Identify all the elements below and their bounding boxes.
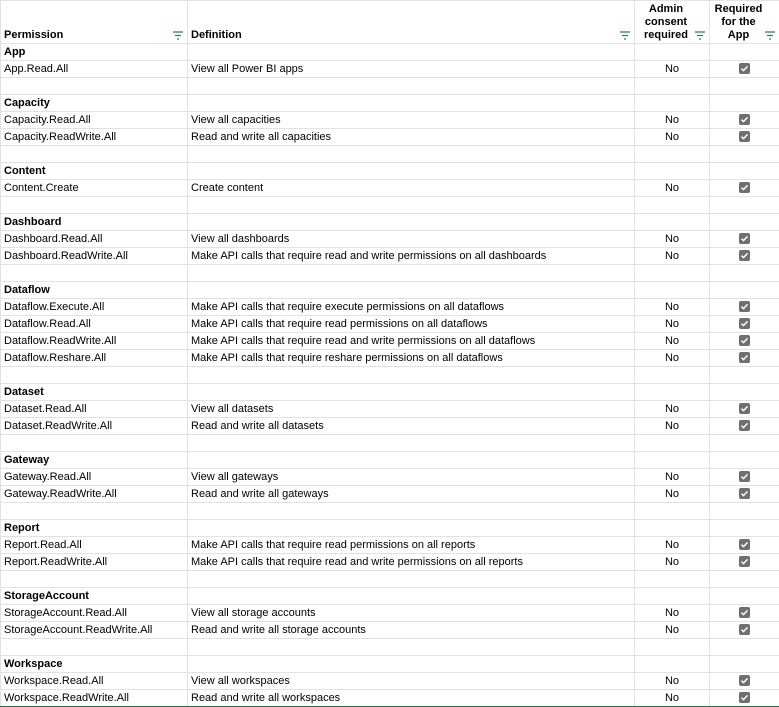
empty-cell[interactable] bbox=[188, 384, 635, 401]
group-label-cell[interactable]: Dataflow bbox=[1, 282, 188, 299]
required-for-app-cell[interactable] bbox=[710, 299, 779, 316]
empty-cell[interactable] bbox=[635, 282, 710, 299]
blank-row bbox=[1, 78, 779, 95]
required-for-app-cell[interactable] bbox=[710, 401, 779, 418]
admin-consent-cell[interactable]: No bbox=[635, 180, 710, 197]
empty-cell[interactable] bbox=[710, 265, 779, 282]
required-for-app-cell[interactable] bbox=[710, 316, 779, 333]
table-row bbox=[1, 231, 779, 248]
empty-cell[interactable] bbox=[188, 44, 635, 61]
empty-cell[interactable] bbox=[710, 146, 779, 163]
empty-cell[interactable] bbox=[635, 163, 710, 180]
definition-cell[interactable]: View all datasets bbox=[188, 401, 635, 418]
empty-cell[interactable] bbox=[710, 520, 779, 537]
permission-header-label: Permission bbox=[4, 27, 63, 43]
empty-cell[interactable] bbox=[1, 503, 188, 520]
table-row bbox=[1, 180, 779, 197]
permission-cell[interactable]: Capacity.Read.All bbox=[1, 112, 188, 129]
required-for-app-cell[interactable] bbox=[710, 61, 779, 78]
empty-cell[interactable] bbox=[188, 78, 635, 95]
empty-cell[interactable] bbox=[1, 265, 188, 282]
filter-icon[interactable] bbox=[173, 31, 183, 40]
blank-row bbox=[1, 435, 779, 452]
permission-cell[interactable]: Gateway.ReadWrite.All bbox=[1, 486, 188, 503]
permission-cell[interactable]: Workspace.Read.All bbox=[1, 673, 188, 690]
admin-consent-cell[interactable]: No bbox=[635, 673, 710, 690]
empty-cell[interactable] bbox=[710, 384, 779, 401]
required-for-app-cell[interactable] bbox=[710, 673, 779, 690]
definition-cell[interactable]: Make API calls that require read permissions on all dataflows bbox=[188, 316, 635, 333]
required-for-app-cell[interactable] bbox=[710, 180, 779, 197]
table-row bbox=[1, 554, 779, 571]
blank-row bbox=[1, 146, 779, 163]
checkbox-checked-icon[interactable] bbox=[739, 114, 750, 125]
admin-consent-cell[interactable]: No bbox=[635, 418, 710, 435]
blank-row bbox=[1, 197, 779, 214]
checkbox-checked-icon[interactable] bbox=[739, 692, 750, 703]
checkbox-checked-icon[interactable] bbox=[739, 471, 750, 482]
definition-cell[interactable]: Read and write all workspaces bbox=[188, 690, 635, 707]
required-for-app-cell[interactable] bbox=[710, 333, 779, 350]
empty-cell[interactable] bbox=[1, 197, 188, 214]
required-for-app-header-label: Required for the App bbox=[712, 3, 765, 42]
checkbox-checked-icon[interactable] bbox=[739, 607, 750, 618]
permission-cell[interactable]: Dataflow.Read.All bbox=[1, 316, 188, 333]
definition-cell[interactable]: Make API calls that require read and write permissions on all reports bbox=[188, 554, 635, 571]
admin-consent-cell[interactable]: No bbox=[635, 61, 710, 78]
empty-cell[interactable] bbox=[1, 367, 188, 384]
checkbox-checked-icon[interactable] bbox=[739, 352, 750, 363]
checkbox-checked-icon[interactable] bbox=[739, 675, 750, 686]
admin-consent-cell[interactable]: No bbox=[635, 401, 710, 418]
empty-cell[interactable] bbox=[188, 367, 635, 384]
admin-consent-cell[interactable]: No bbox=[635, 469, 710, 486]
checkbox-checked-icon[interactable] bbox=[739, 63, 750, 74]
group-label-cell[interactable]: App bbox=[1, 44, 188, 61]
definition-column-header[interactable] bbox=[188, 1, 635, 44]
admin-consent-column-header[interactable] bbox=[635, 1, 710, 44]
group-label-cell[interactable]: Report bbox=[1, 520, 188, 537]
required-for-app-cell[interactable] bbox=[710, 129, 779, 146]
admin-consent-cell[interactable]: No bbox=[635, 248, 710, 265]
required-for-app-cell[interactable] bbox=[710, 469, 779, 486]
definition-cell[interactable]: Make API calls that require execute permissions on all dataflows bbox=[188, 299, 635, 316]
checkbox-checked-icon[interactable] bbox=[739, 233, 750, 244]
definition-cell[interactable]: View all storage accounts bbox=[188, 605, 635, 622]
empty-cell[interactable] bbox=[635, 384, 710, 401]
group-header-row bbox=[1, 384, 779, 401]
definition-cell[interactable]: Create content bbox=[188, 180, 635, 197]
definition-cell[interactable]: Make API calls that require reshare permissions on all dataflows bbox=[188, 350, 635, 367]
blank-row bbox=[1, 571, 779, 588]
table-row bbox=[1, 112, 779, 129]
empty-cell[interactable] bbox=[635, 656, 710, 673]
empty-cell[interactable] bbox=[635, 78, 710, 95]
empty-cell[interactable] bbox=[710, 44, 779, 61]
empty-cell[interactable] bbox=[710, 639, 779, 656]
required-for-app-cell[interactable] bbox=[710, 537, 779, 554]
required-for-app-cell[interactable] bbox=[710, 248, 779, 265]
empty-cell[interactable] bbox=[635, 435, 710, 452]
checkbox-checked-icon[interactable] bbox=[739, 488, 750, 499]
table-row bbox=[1, 537, 779, 554]
checkbox-checked-icon[interactable] bbox=[739, 318, 750, 329]
empty-cell[interactable] bbox=[710, 588, 779, 605]
empty-cell[interactable] bbox=[710, 452, 779, 469]
empty-cell[interactable] bbox=[188, 452, 635, 469]
required-for-app-column-header[interactable] bbox=[710, 1, 779, 44]
permission-cell[interactable]: StorageAccount.ReadWrite.All bbox=[1, 622, 188, 639]
table-row bbox=[1, 129, 779, 146]
permission-cell[interactable]: Report.Read.All bbox=[1, 537, 188, 554]
group-header-row bbox=[1, 656, 779, 673]
permission-cell[interactable]: Dashboard.ReadWrite.All bbox=[1, 248, 188, 265]
empty-cell[interactable] bbox=[1, 435, 188, 452]
definition-cell[interactable]: Read and write all storage accounts bbox=[188, 622, 635, 639]
empty-cell[interactable] bbox=[635, 571, 710, 588]
group-header-row bbox=[1, 163, 779, 180]
definition-cell[interactable]: Make API calls that require read permissions on all reports bbox=[188, 537, 635, 554]
group-header-row bbox=[1, 520, 779, 537]
permission-cell[interactable]: Workspace.ReadWrite.All bbox=[1, 690, 188, 707]
checkbox-checked-icon[interactable] bbox=[739, 403, 750, 414]
checkbox-checked-icon[interactable] bbox=[739, 420, 750, 431]
permission-cell[interactable]: Report.ReadWrite.All bbox=[1, 554, 188, 571]
empty-cell[interactable] bbox=[635, 265, 710, 282]
permission-cell[interactable]: Dashboard.Read.All bbox=[1, 231, 188, 248]
admin-consent-cell[interactable]: No bbox=[635, 486, 710, 503]
table-row bbox=[1, 333, 779, 350]
empty-cell[interactable] bbox=[1, 571, 188, 588]
group-label-cell[interactable]: Dataset bbox=[1, 384, 188, 401]
admin-consent-cell[interactable]: No bbox=[635, 112, 710, 129]
required-for-app-cell[interactable] bbox=[710, 486, 779, 503]
empty-cell[interactable] bbox=[635, 367, 710, 384]
admin-consent-cell[interactable]: No bbox=[635, 129, 710, 146]
empty-cell[interactable] bbox=[710, 197, 779, 214]
permission-cell[interactable]: Dataset.Read.All bbox=[1, 401, 188, 418]
checkbox-checked-icon[interactable] bbox=[739, 250, 750, 261]
group-header-row bbox=[1, 44, 779, 61]
group-label-cell[interactable]: StorageAccount bbox=[1, 588, 188, 605]
admin-consent-cell[interactable]: No bbox=[635, 690, 710, 707]
table-row bbox=[1, 299, 779, 316]
group-header-row bbox=[1, 588, 779, 605]
definition-header-label: Definition bbox=[191, 27, 242, 43]
group-label-cell[interactable]: Workspace bbox=[1, 656, 188, 673]
group-header-row bbox=[1, 95, 779, 112]
empty-cell[interactable] bbox=[188, 282, 635, 299]
blank-row bbox=[1, 265, 779, 282]
table-row bbox=[1, 350, 779, 367]
definition-cell[interactable]: Read and write all datasets bbox=[188, 418, 635, 435]
permission-cell[interactable]: Dataflow.Execute.All bbox=[1, 299, 188, 316]
empty-cell[interactable] bbox=[710, 571, 779, 588]
checkbox-checked-icon[interactable] bbox=[739, 556, 750, 567]
empty-cell[interactable] bbox=[710, 282, 779, 299]
empty-cell[interactable] bbox=[710, 503, 779, 520]
checkbox-checked-icon[interactable] bbox=[739, 539, 750, 550]
permission-cell[interactable]: App.Read.All bbox=[1, 61, 188, 78]
required-for-app-cell[interactable] bbox=[710, 418, 779, 435]
empty-cell[interactable] bbox=[635, 214, 710, 231]
group-label-cell[interactable]: Content bbox=[1, 163, 188, 180]
group-header-row bbox=[1, 452, 779, 469]
definition-cell[interactable]: View all Power BI apps bbox=[188, 61, 635, 78]
permission-cell[interactable]: Gateway.Read.All bbox=[1, 469, 188, 486]
admin-consent-cell[interactable]: No bbox=[635, 231, 710, 248]
permission-cell[interactable]: Content.Create bbox=[1, 180, 188, 197]
table-row bbox=[1, 316, 779, 333]
checkbox-checked-icon[interactable] bbox=[739, 182, 750, 193]
empty-cell[interactable] bbox=[188, 435, 635, 452]
permission-cell[interactable]: Dataset.ReadWrite.All bbox=[1, 418, 188, 435]
table-row bbox=[1, 673, 779, 690]
empty-cell[interactable] bbox=[635, 639, 710, 656]
blank-row bbox=[1, 367, 779, 384]
required-for-app-cell[interactable] bbox=[710, 622, 779, 639]
required-for-app-cell[interactable] bbox=[710, 690, 779, 707]
empty-cell[interactable] bbox=[1, 78, 188, 95]
empty-cell[interactable] bbox=[635, 588, 710, 605]
empty-cell[interactable] bbox=[188, 265, 635, 282]
group-label-cell[interactable]: Gateway bbox=[1, 452, 188, 469]
empty-cell[interactable] bbox=[710, 656, 779, 673]
definition-cell[interactable]: View all gateways bbox=[188, 469, 635, 486]
table-row bbox=[1, 61, 779, 78]
admin-consent-cell[interactable]: No bbox=[635, 333, 710, 350]
empty-cell[interactable] bbox=[710, 214, 779, 231]
empty-cell[interactable] bbox=[188, 163, 635, 180]
empty-cell[interactable] bbox=[188, 146, 635, 163]
admin-consent-cell[interactable]: No bbox=[635, 605, 710, 622]
empty-cell[interactable] bbox=[188, 214, 635, 231]
required-for-app-cell[interactable] bbox=[710, 350, 779, 367]
blank-row bbox=[1, 639, 779, 656]
admin-consent-cell[interactable]: No bbox=[635, 554, 710, 571]
table-row bbox=[1, 486, 779, 503]
permission-cell[interactable]: Capacity.ReadWrite.All bbox=[1, 129, 188, 146]
empty-cell[interactable] bbox=[710, 78, 779, 95]
table-row bbox=[1, 690, 779, 707]
empty-cell[interactable] bbox=[635, 44, 710, 61]
empty-cell[interactable] bbox=[710, 95, 779, 112]
definition-cell[interactable]: Make API calls that require read and write permissions on all dashboards bbox=[188, 248, 635, 265]
checkbox-checked-icon[interactable] bbox=[739, 624, 750, 635]
group-header-row bbox=[1, 214, 779, 231]
empty-cell[interactable] bbox=[188, 656, 635, 673]
required-for-app-cell[interactable] bbox=[710, 112, 779, 129]
table-body bbox=[1, 44, 779, 707]
empty-cell[interactable] bbox=[188, 588, 635, 605]
empty-cell[interactable] bbox=[188, 520, 635, 537]
empty-cell[interactable] bbox=[188, 639, 635, 656]
filter-icon[interactable] bbox=[620, 31, 630, 40]
definition-cell[interactable]: View all dashboards bbox=[188, 231, 635, 248]
empty-cell[interactable] bbox=[635, 95, 710, 112]
admin-consent-cell[interactable]: No bbox=[635, 299, 710, 316]
table-row bbox=[1, 469, 779, 486]
filter-icon[interactable] bbox=[695, 31, 705, 40]
empty-cell[interactable] bbox=[635, 197, 710, 214]
empty-cell[interactable] bbox=[635, 146, 710, 163]
required-for-app-cell[interactable] bbox=[710, 554, 779, 571]
filter-icon[interactable] bbox=[765, 31, 775, 40]
definition-cell[interactable]: Read and write all capacities bbox=[188, 129, 635, 146]
checkbox-checked-icon[interactable] bbox=[739, 301, 750, 312]
table-row bbox=[1, 401, 779, 418]
empty-cell[interactable] bbox=[1, 639, 188, 656]
header-row bbox=[1, 1, 779, 44]
definition-cell[interactable]: Make API calls that require read and write permissions on all dataflows bbox=[188, 333, 635, 350]
checkbox-checked-icon[interactable] bbox=[739, 335, 750, 346]
empty-cell[interactable] bbox=[188, 571, 635, 588]
admin-consent-cell[interactable]: No bbox=[635, 350, 710, 367]
table-row bbox=[1, 622, 779, 639]
blank-row bbox=[1, 503, 779, 520]
empty-cell[interactable] bbox=[635, 520, 710, 537]
admin-consent-cell[interactable]: No bbox=[635, 622, 710, 639]
empty-cell[interactable] bbox=[635, 452, 710, 469]
permission-cell[interactable]: Dataflow.Reshare.All bbox=[1, 350, 188, 367]
empty-cell[interactable] bbox=[188, 503, 635, 520]
definition-cell[interactable]: View all capacities bbox=[188, 112, 635, 129]
table-row bbox=[1, 248, 779, 265]
required-for-app-cell[interactable] bbox=[710, 605, 779, 622]
admin-consent-cell[interactable]: No bbox=[635, 537, 710, 554]
empty-cell[interactable] bbox=[710, 367, 779, 384]
required-for-app-cell[interactable] bbox=[710, 231, 779, 248]
group-label-cell[interactable]: Capacity bbox=[1, 95, 188, 112]
empty-cell[interactable] bbox=[188, 95, 635, 112]
empty-cell[interactable] bbox=[710, 163, 779, 180]
group-header-row bbox=[1, 282, 779, 299]
permission-column-header[interactable] bbox=[1, 1, 188, 44]
admin-consent-cell[interactable]: No bbox=[635, 316, 710, 333]
table-row bbox=[1, 605, 779, 622]
permission-cell[interactable]: StorageAccount.Read.All bbox=[1, 605, 188, 622]
table-row bbox=[1, 418, 779, 435]
group-label-cell[interactable]: Dashboard bbox=[1, 214, 188, 231]
empty-cell[interactable] bbox=[188, 197, 635, 214]
definition-cell[interactable]: View all workspaces bbox=[188, 673, 635, 690]
empty-cell[interactable] bbox=[1, 146, 188, 163]
empty-cell[interactable] bbox=[635, 503, 710, 520]
permission-cell[interactable]: Dataflow.ReadWrite.All bbox=[1, 333, 188, 350]
definition-cell[interactable]: Read and write all gateways bbox=[188, 486, 635, 503]
empty-cell[interactable] bbox=[710, 435, 779, 452]
checkbox-checked-icon[interactable] bbox=[739, 131, 750, 142]
admin-consent-header-label: Admin consent required bbox=[637, 3, 695, 42]
